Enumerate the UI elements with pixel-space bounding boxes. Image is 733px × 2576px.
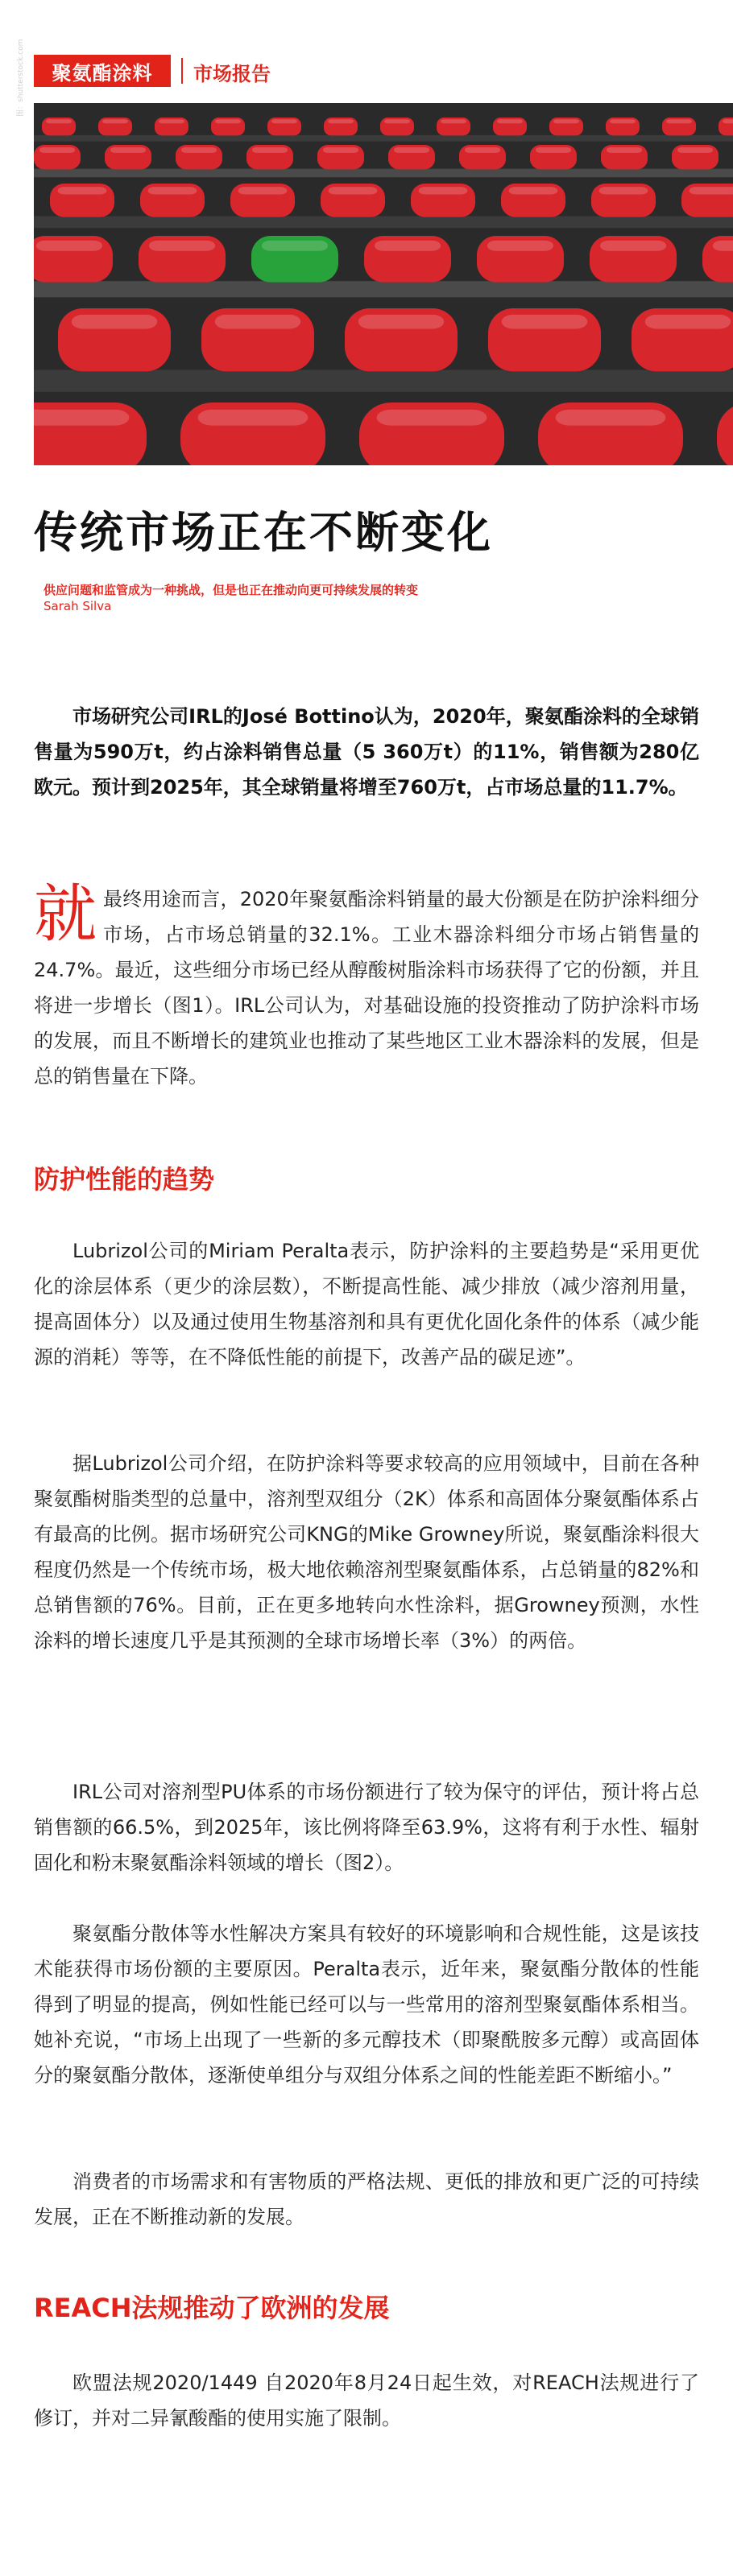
body-paragraph-7: 欧盟法规2020/1449 自2020年8月24日起生效，对REACH法规进行了修订，并对二异氰酸酯的使用实施了限制。 (34, 2372, 699, 2429)
seat-highlight (375, 241, 441, 251)
seat-highlight (159, 119, 184, 123)
body-paragraph-5: 聚氨酯分散体等水性解决方案具有较好的环境影响和合规性能，这是该技术能获得市场份额的主要原因。Peralta表示，近年来，聚氨酯分散体的性能得到了明显的提高，例如性能已经可以与一些常用的溶剂型聚氨酯体系相当。她补充说，“市场上出现了一些新的多元醇技术（即聚酰胺多元醇）或高固体分的聚氨酯分散体，逐渐使单组分与双组分体系之间的性能差距不断缩小。” (34, 1922, 699, 2087)
seat-highlight (148, 187, 197, 194)
seat-highlight (536, 147, 571, 153)
seat-highlight (645, 315, 731, 329)
seat-highlight (377, 410, 487, 426)
seat-highlight (34, 410, 129, 426)
article-subtitle: 供应问题和监管成为一种挑战，但是也正在推动向更可持续发展的转变 (43, 583, 419, 597)
seat-highlight (36, 241, 102, 251)
seat-highlight (441, 119, 466, 123)
seat-highlight (215, 315, 300, 329)
seat-highlight (690, 187, 733, 194)
seat-highlight (329, 187, 378, 194)
hero-photo-stadium-seats (34, 103, 733, 465)
seat-highlight (110, 147, 146, 153)
seat-highlight (262, 241, 328, 251)
seat-highlight (553, 119, 579, 123)
category-tag: 聚氨酯涂料 (34, 55, 171, 87)
seat-highlight (238, 187, 288, 194)
drop-cap: 就 (34, 878, 97, 951)
body-paragraph-4: IRL公司对溶剂型PU体系的市场份额进行了较为保守的评估，预计将占总销售额的66.5%，到2025年，该比例将降至63.9%，这将有利于水性、辐射固化和粉末聚氨酯涂料领域的增长（图2）。 (34, 1781, 699, 1874)
page-header (0, 48, 733, 93)
seat-highlight (677, 147, 713, 153)
seat-highlight (509, 187, 558, 194)
body-paragraph-1 (34, 878, 699, 1094)
seat-highlight (556, 410, 666, 426)
section-heading-reach: REACH法规推动了欧洲的发展 (34, 2293, 390, 2323)
seat-highlight (46, 119, 72, 123)
body-paragraph-3: 据Lubrizol公司介绍，在防护涂料等要求较高的应用领域中，目前在各种聚氨酯树脂类型的总量中，溶剂型双组分（2K）体系和高固体分聚氨酯体系占有最高的比例。据市场研究公司KNG的Mike Growney所说，聚氨酯涂料很大程度仍然是一个传统市场，极大地依赖溶剂型聚氨酯体系，占总销量的82%和总销售额的76%。目前，正在更多地转向水性涂料，据Growney预测，水性涂料的增长速度几乎是其预测的全球市场增长率（3%）的两倍。 (34, 1452, 699, 1652)
seat-highlight (102, 119, 128, 123)
seat-highlight (384, 119, 410, 123)
seat-highlight (599, 187, 648, 194)
stadium-step (34, 217, 733, 229)
seat-highlight (58, 187, 107, 194)
seat-highlight (72, 315, 157, 329)
body-paragraph-1-text: 最终用途而言，2020年聚氨酯涂料销量的最大份额是在防护涂料细分市场，占市场总销量的32.1%。工业木器涂料细分市场占销售量的24.7%。最近，这些细分市场已经从醇酸树脂涂料市场获得了它的份额，并且将进一步增长（图1）。IRL公司认为，对基础设施的投资推动了防护涂料市场的发展，而且不断增长的建筑业也推动了某些地区工业木器涂料的发展，但是总的销售量在下降。 (34, 888, 699, 1088)
seat-highlight (215, 119, 241, 123)
body-paragraph-2: Lubrizol公司的Miriam Peralta表示，防护涂料的主要趋势是“采用更优化的涂层体系（更少的涂层数），不断提高性能、减少排放（减少溶剂用量，提高固体分）以及通过使用生物基溶剂和具有更优化固化条件的体系（减少能源的消耗）等等，在不降低性能的前提下，改善产品的碳足迹”。 (34, 1240, 699, 1368)
seat-highlight (666, 119, 692, 123)
seat-highlight (610, 119, 636, 123)
stadium-step (34, 369, 733, 391)
seat-highlight (323, 147, 358, 153)
seat-highlight (502, 315, 587, 329)
seat-highlight (394, 147, 429, 153)
seat-highlight (465, 147, 500, 153)
article-author: Sarah Silva (43, 599, 112, 613)
seat-highlight (713, 241, 733, 251)
seat-highlight (497, 119, 523, 123)
photo-credit: 图：shutterstock.com (17, 39, 25, 117)
stadium-step (34, 169, 733, 178)
stadium-seats-illustration (34, 103, 733, 465)
body-paragraph-6: 消费者的市场需求和有害物质的严格法规、更低的排放和更广泛的可持续发展，正在不断推动新的发展。 (34, 2170, 699, 2228)
stadium-step (34, 281, 733, 297)
seat-highlight (419, 187, 468, 194)
seat-highlight (181, 147, 217, 153)
section-label: 市场报告 (193, 63, 271, 85)
header-divider (181, 58, 183, 84)
stadium-step (34, 135, 733, 142)
seat-highlight (198, 410, 309, 426)
seat-highlight (600, 241, 666, 251)
seat-highlight (271, 119, 297, 123)
lead-paragraph: 市场研究公司IRL的José Bottino认为，2020年，聚氨酯涂料的全球销售量为590万t，约占涂料销售总量（5 360万t）的11%，销售额为280亿欧元。预计到2025年，其全球销量将增至760万t，占市场总量的11.7%。 (34, 705, 699, 799)
seat-highlight (358, 315, 444, 329)
seat-highlight (723, 119, 733, 123)
seat-highlight (328, 119, 354, 123)
seat-highlight (149, 241, 215, 251)
seat-highlight (607, 147, 642, 153)
seat-highlight (252, 147, 288, 153)
seat-highlight (487, 241, 553, 251)
seat-highlight (39, 147, 75, 153)
article-title: 传统市场正在不断变化 (34, 507, 493, 558)
section-heading-protective: 防护性能的趋势 (34, 1164, 215, 1195)
